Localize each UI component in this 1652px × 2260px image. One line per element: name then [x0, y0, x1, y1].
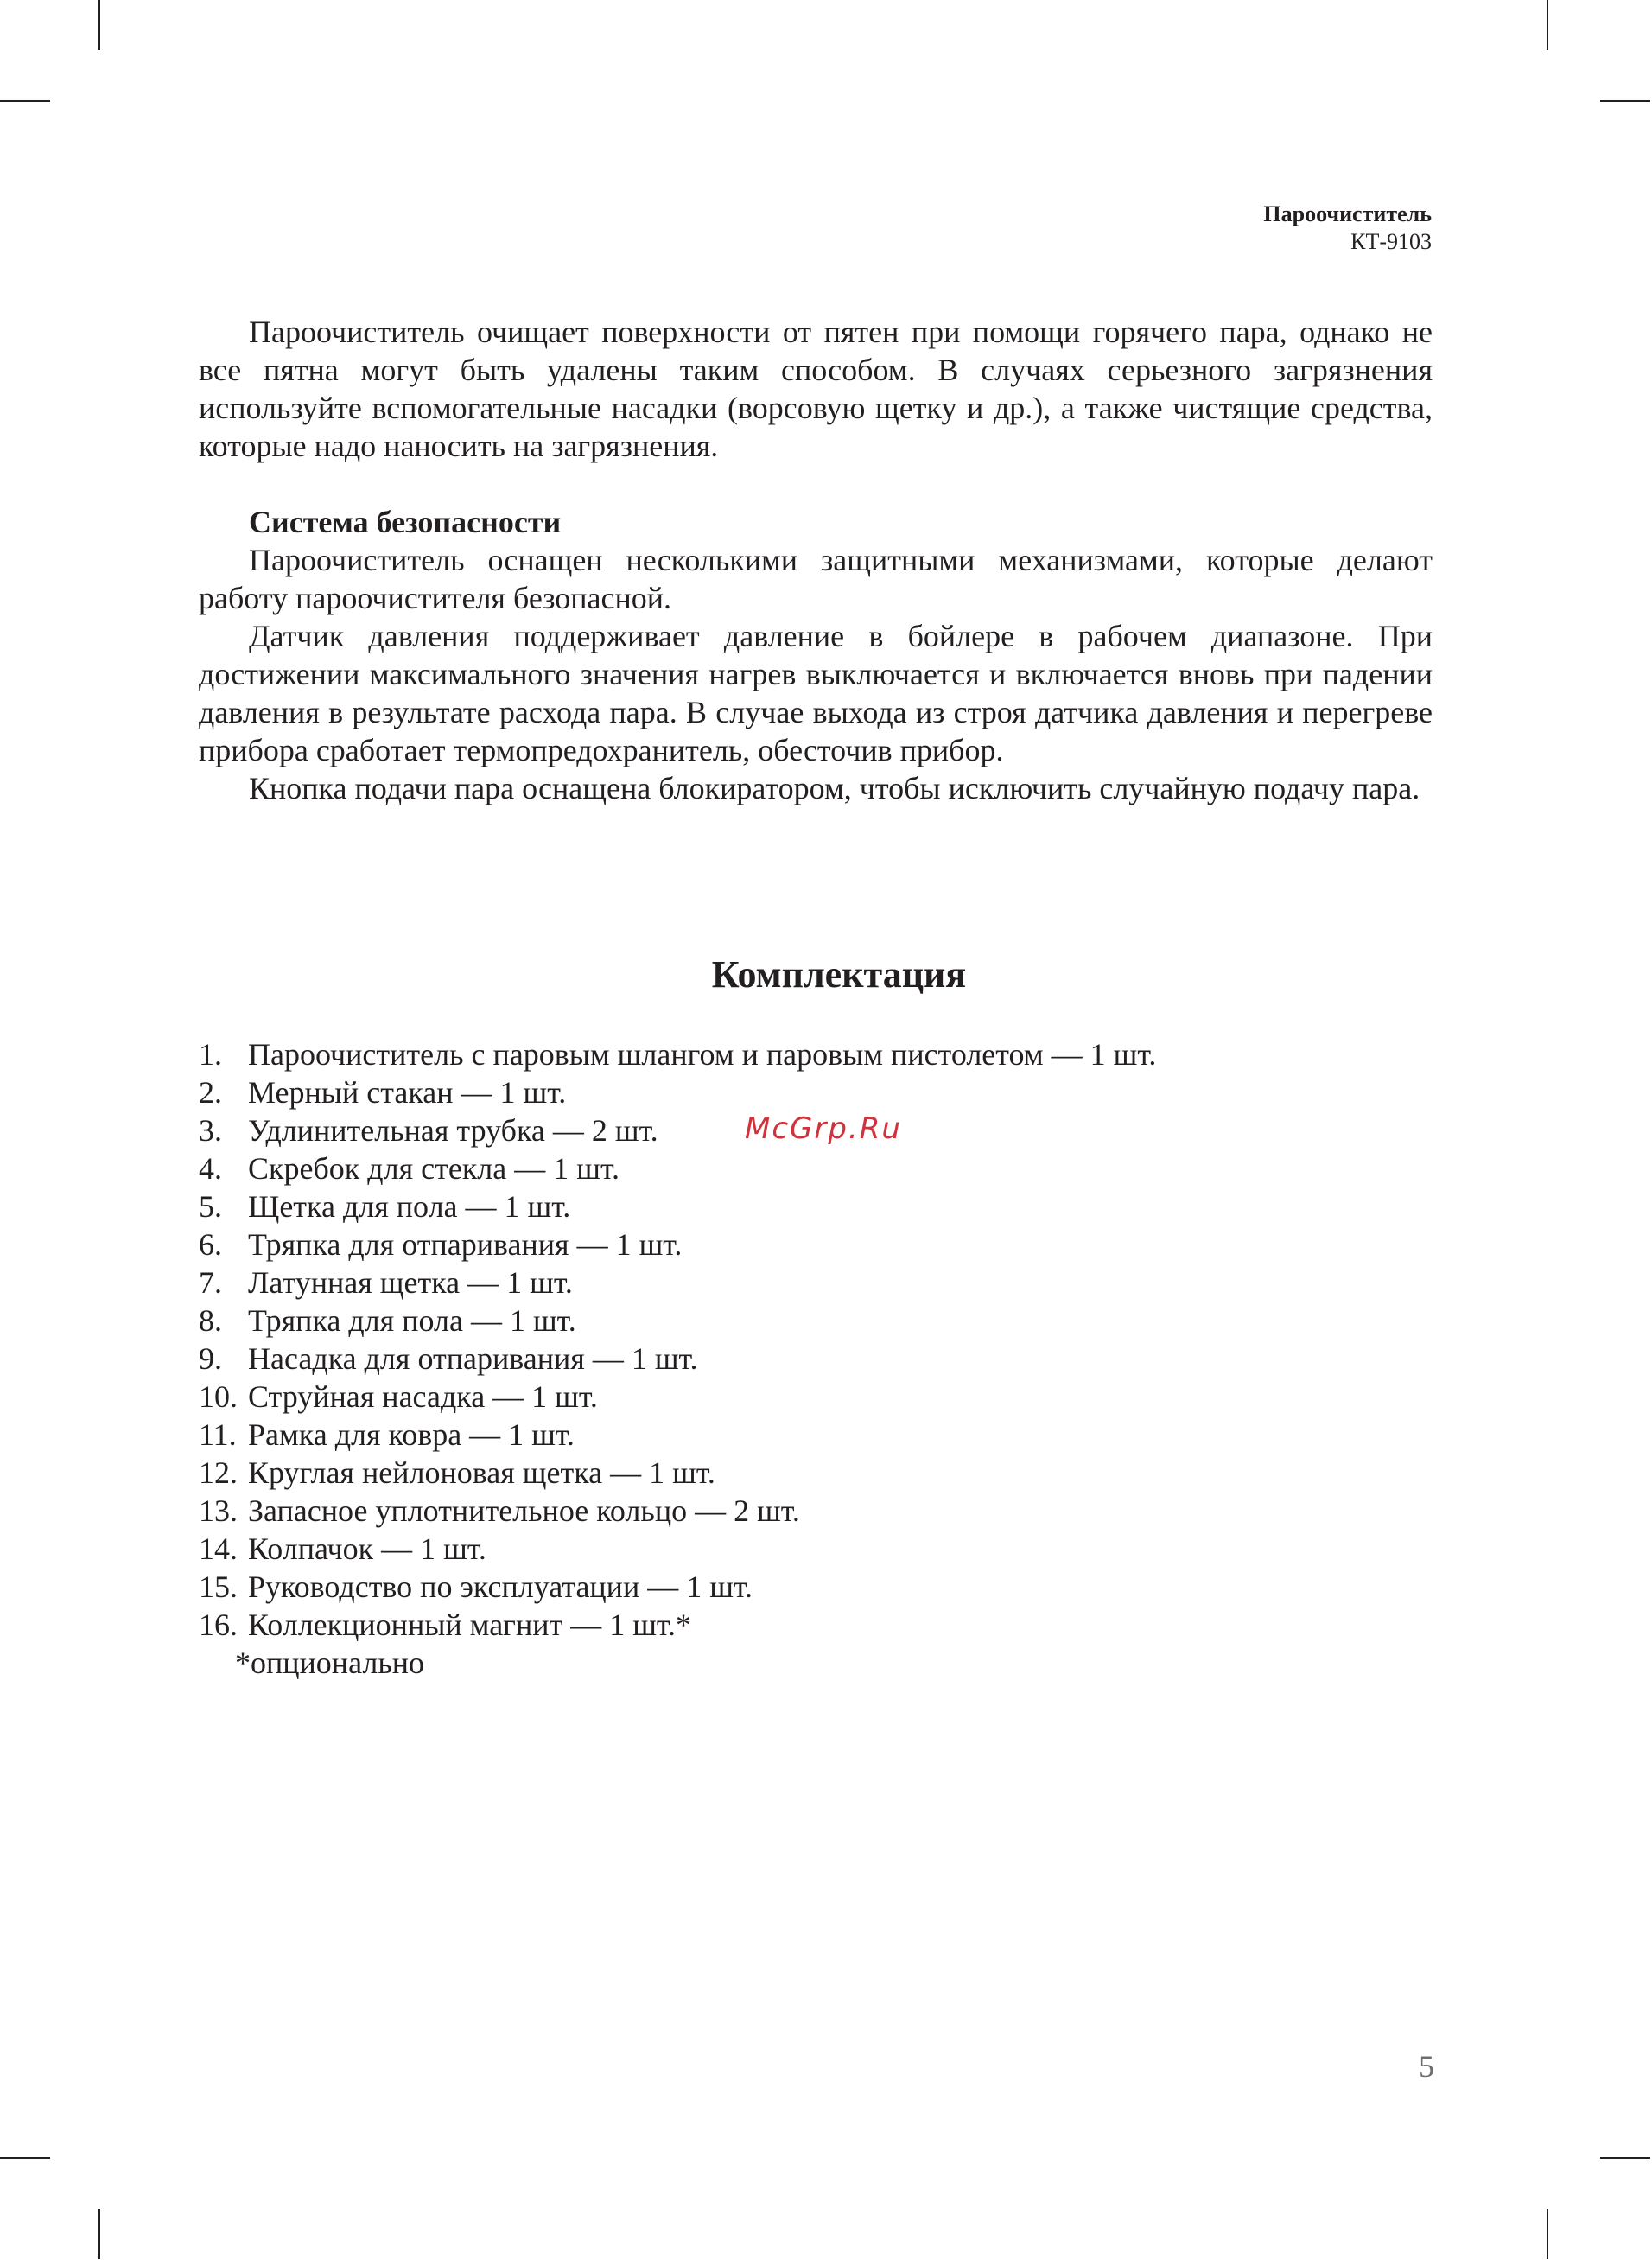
list-item [199, 1264, 1156, 1302]
list-item-number: 9. [199, 1341, 222, 1376]
list-item [199, 1378, 1156, 1416]
crop-mark-left-bottom [0, 2157, 50, 2159]
list-item-number: 8. [199, 1303, 222, 1338]
crop-mark-bottom-left [98, 2209, 100, 2259]
list-item-text: Тряпка для отпаривания — 1 шт. [248, 1227, 683, 1262]
list-item-number: 4. [199, 1151, 222, 1186]
product-title: Пароочиститель [1263, 201, 1432, 226]
list-item [199, 1530, 1156, 1568]
running-header [1263, 201, 1432, 256]
crop-mark-bottom-right [1547, 2209, 1548, 2259]
paragraph-spacer [199, 465, 1433, 503]
list-item-text: Щетка для пола — 1 шт. [248, 1189, 571, 1224]
crop-mark-top-left [98, 0, 100, 50]
list-item-number: 14. [199, 1531, 238, 1566]
list-item-number: 1. [199, 1037, 222, 1072]
list-item [199, 1454, 1156, 1492]
list-item-text: Круглая нейлоновая щетка — 1 шт. [248, 1455, 715, 1490]
kit-section-title: Комплектация [711, 953, 967, 996]
crop-mark-left-top [0, 100, 50, 102]
list-item-number: 15. [199, 1569, 238, 1604]
kit-list [199, 1035, 1156, 1644]
model-number: КТ-9103 [1350, 229, 1432, 254]
list-item [199, 1302, 1156, 1340]
list-item-number: 7. [199, 1265, 222, 1300]
list-item-text: Тряпка для пола — 1 шт. [248, 1303, 576, 1338]
list-item-number: 3. [199, 1113, 222, 1148]
list-item [199, 1035, 1156, 1073]
list-item-number: 13. [199, 1493, 238, 1528]
safety-paragraph-2: Датчик давления поддерживает давление в бойлере в рабочем диапазоне. При достижении максимального значения нагрев выключается и включается вновь при падении давления в результате расхода пара. В случае выхода из строя датчика давления и перегреве прибора сработает термопредохранитель, обесточив прибор. [199, 619, 1433, 767]
list-item [199, 1606, 1156, 1644]
list-item [199, 1225, 1156, 1264]
crop-mark-right-bottom [1600, 2157, 1650, 2159]
list-item-text: Пароочиститель с паровым шлангом и паровым пистолетом — 1 шт. [248, 1037, 1157, 1072]
crop-mark-top-right [1547, 0, 1548, 50]
list-item-text: Рамка для ковра — 1 шт. [248, 1417, 575, 1452]
list-item [199, 1340, 1156, 1378]
list-item-text: Удлинительная трубка — 2 шт. [248, 1113, 658, 1148]
list-item-text: Насадка для отпаривания — 1 шт. [248, 1341, 698, 1376]
crop-mark-right-top [1600, 100, 1650, 102]
list-item-number: 11. [199, 1417, 237, 1452]
list-item [199, 1187, 1156, 1225]
list-item-text: Струйная насадка — 1 шт. [248, 1379, 598, 1414]
list-item-text: Мерный стакан — 1 шт. [248, 1075, 567, 1110]
list-item-text: Руководство по эксплуатации — 1 шт. [248, 1569, 753, 1604]
list-item-text: Скребок для стекла — 1 шт. [248, 1151, 620, 1186]
list-item-number: 2. [199, 1075, 222, 1110]
safety-paragraph-3: Кнопка подачи пара оснащена блокиратором, чтобы исключить случайную подачу пара. [249, 771, 1420, 805]
body-text [199, 313, 1433, 807]
list-item [199, 1073, 1156, 1111]
list-item [199, 1568, 1156, 1606]
page-number: 5 [1419, 2049, 1434, 2084]
list-item-number: 12. [199, 1455, 238, 1490]
list-item [199, 1111, 1156, 1149]
list-item-text: Коллекционный магнит — 1 шт.* [248, 1607, 691, 1642]
list-item [199, 1149, 1156, 1187]
list-item-number: 10. [199, 1379, 238, 1414]
list-item-text: Запасное уплотнительное кольцо — 2 шт. [248, 1493, 800, 1528]
list-item-number: 6. [199, 1227, 222, 1262]
list-item [199, 1492, 1156, 1530]
optional-note: *опционально [235, 1646, 425, 1680]
list-item-text: Колпачок — 1 шт. [248, 1531, 486, 1566]
intro-paragraph: Пароочиститель очищает поверхности от пятен при помощи горячего пара, однако не все пятна могут быть удалены таким способом. В случаях серьезного загрязнения используйте вспомогательные насадки (ворсовую щетку и др.), а также чистящие средства, которые надо наносить на загрязнения. [199, 315, 1433, 463]
list-item [199, 1416, 1156, 1454]
list-item-text: Латунная щетка — 1 шт. [248, 1265, 573, 1300]
watermark-link[interactable]: McGrp.Ru [745, 1111, 902, 1146]
list-item-number: 5. [199, 1189, 222, 1224]
list-item-number: 16. [199, 1607, 238, 1642]
safety-paragraph-1: Пароочиститель оснащен несколькими защитными механизмами, которые делают работу пароочистителя безопасной. [199, 543, 1433, 615]
safety-heading: Система безопасности [249, 505, 562, 539]
